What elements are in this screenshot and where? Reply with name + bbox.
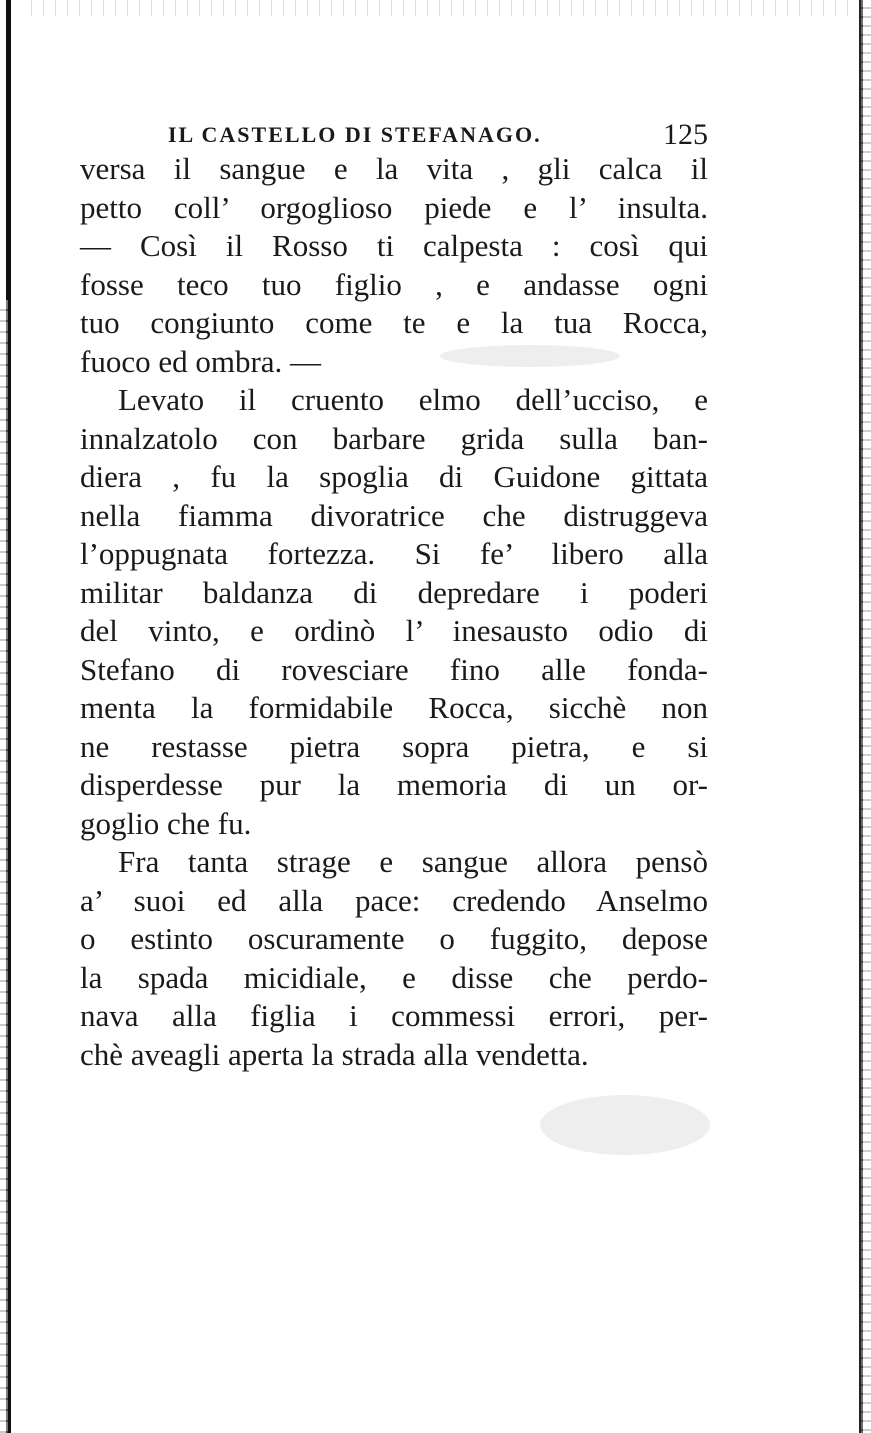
page-edge-top-noise — [20, 0, 850, 16]
running-title: IL CASTELLO DI STEFANAGO. — [168, 122, 542, 147]
text-line: l’oppugnata fortezza. Si fe’ libero alla — [80, 536, 708, 571]
text-line: diera , fu la spoglia di Guidone gittata — [80, 459, 708, 494]
text-line: fosse teco tuo figlio , e andasse ogni — [80, 266, 708, 302]
scan-smudge — [540, 1095, 710, 1155]
text-line: a’ suoi ed alla pace: credendo Anselmo — [80, 882, 708, 918]
text-line: ne restasse pietra sopra pietra, e si — [80, 728, 708, 764]
text-line: nava alla figlia i commessi errori, per- — [80, 998, 708, 1033]
text-line: o estinto oscuramente o fuggito, depose — [80, 921, 708, 956]
page-edge-right-noise — [861, 0, 871, 1433]
page-number: 125 — [663, 118, 708, 151]
running-head — [168, 118, 708, 154]
page-edge-left-noise — [0, 300, 8, 1433]
text-line: menta la formidabile Rocca, sicchè non — [80, 690, 708, 725]
text-line: militar baldanza di depredare i poderi — [80, 574, 708, 610]
text-line: Levato il cruento elmo dell’ucciso, e — [118, 382, 708, 417]
text-line: versa il sangue e la vita , gli calca il — [80, 151, 708, 186]
body-text — [80, 150, 708, 1074]
text-line: fuoco ed ombra. — — [80, 343, 322, 379]
text-line: del vinto, e ordinò l’ inesausto odio di — [80, 613, 708, 648]
text-line: Stefano di rovesciare fino alle fonda- — [80, 651, 708, 687]
text-line: tuo congiunto come te e la tua Rocca, — [80, 305, 708, 340]
text-line: disperdesse pur la memoria di un or- — [80, 767, 708, 802]
text-line: la spada micidiale, e disse che perdo- — [80, 959, 708, 995]
text-line: chè aveagli aperta la strada alla vendetta. — [80, 1036, 589, 1072]
text-line: nella fiamma divoratrice che distruggeva — [80, 497, 708, 533]
text-line: goglio che fu. — [80, 805, 252, 841]
text-line: Fra tanta strage e sangue allora pensò — [118, 844, 708, 879]
text-line: — Così il Rosso ti calpesta : così qui — [80, 228, 708, 263]
text-line: innalzatolo con barbare grida sulla ban- — [80, 420, 708, 456]
text-line: petto coll’ orgoglioso piede e l’ insulta. — [80, 189, 708, 225]
